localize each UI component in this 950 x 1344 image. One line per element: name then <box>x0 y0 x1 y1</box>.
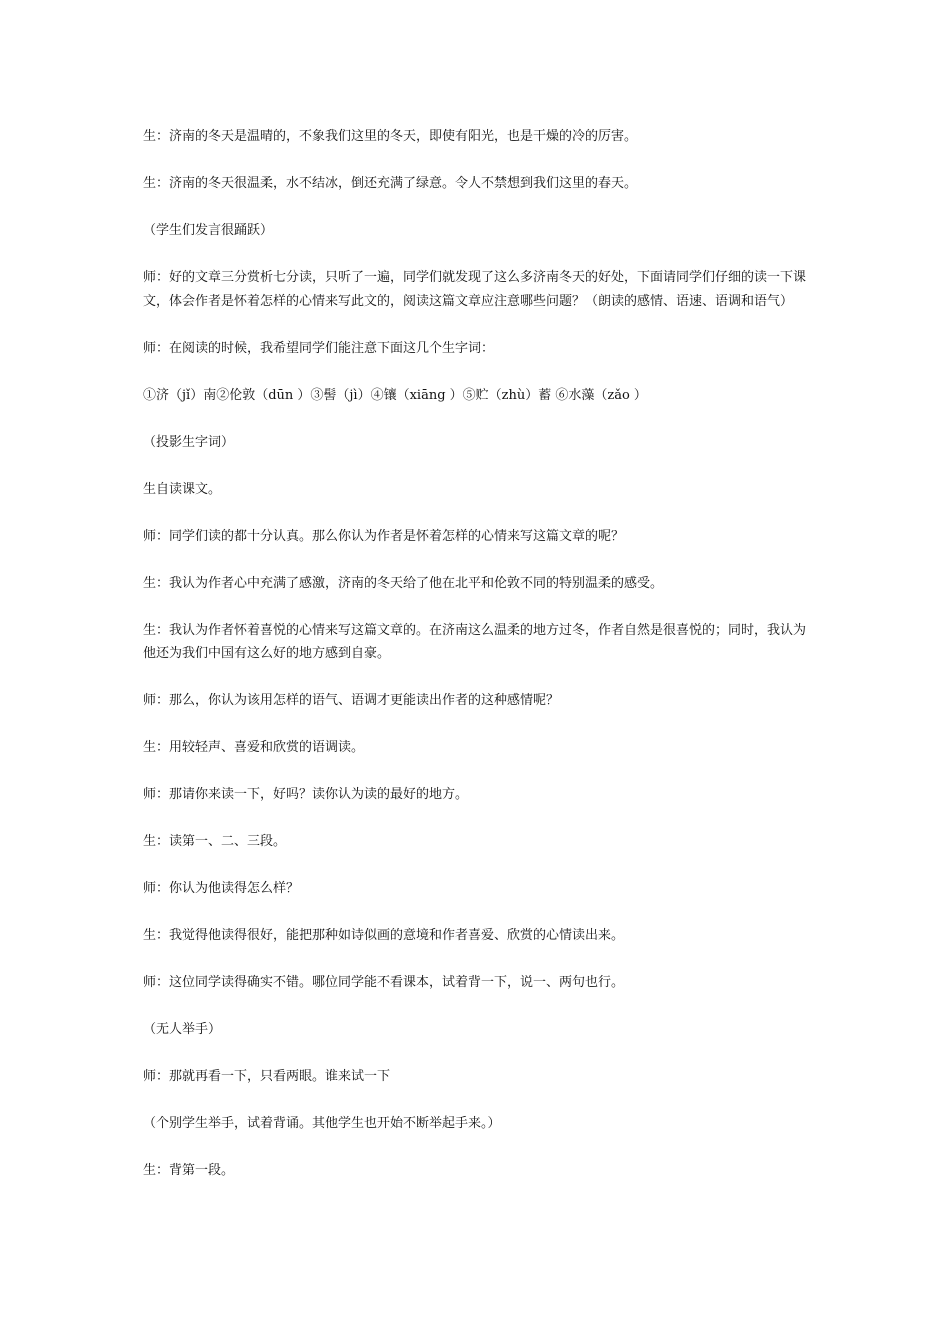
document-body <box>143 125 813 1183</box>
paragraph: 生：济南的冬天是温晴的，不象我们这里的冬天，即使有阳光，也是干燥的冷的厉害。 <box>143 129 638 144</box>
paragraph: （学生们发言很踊跃） <box>143 223 274 238</box>
paragraph: 师：在阅读的时候，我希望同学们能注意下面这几个生字词： <box>143 340 495 356</box>
paragraph: 生：我觉得他读得很好，能把那种如诗似画的意境和作者喜爱、欣赏的心情读出来。 <box>143 928 625 943</box>
paragraph: 生：用较轻声、喜爱和欣赏的语调读。 <box>143 740 365 755</box>
paragraph: （投影生字词） <box>143 434 235 450</box>
paragraph: （无人举手） <box>143 1022 222 1037</box>
paragraph: 生：读第一、二、三段。 <box>143 834 287 849</box>
paragraph: 师：好的文章三分赏析七分读，只听了一遍，同学们就发现了这么多济南冬天的好处，下面请同学们仔细的读一下课文，体会作者是怀着怎样的心情来写此文的，阅读这篇文章应注意哪些问题？（朗读的感情、语速、语调和语气） <box>143 270 807 309</box>
paragraph: 生：背第一段。 <box>143 1163 235 1178</box>
paragraph: 师：同学们读的都十分认真。那么你认为作者是怀着怎样的心情来写这篇文章的呢？ <box>143 528 625 544</box>
paragraph: 师：那请你来读一下，好吗？读你认为读的最好的地方。 <box>143 787 469 802</box>
paragraph: 师：那么，你认为该用怎样的语气、语调才更能读出作者的这种感情呢？ <box>143 693 560 708</box>
paragraph: 师：你认为他读得怎么样？ <box>143 881 300 896</box>
paragraph: 生：我认为作者心中充满了感激，济南的冬天给了他在北平和伦敦不同的特别温柔的感受。 <box>143 575 664 591</box>
paragraph: （个别学生举手，试着背诵。其他学生也开始不断举起手来。） <box>143 1116 501 1131</box>
paragraph: 生：济南的冬天很温柔，水不结冰，倒还充满了绿意。令人不禁想到我们这里的春天。 <box>143 176 638 191</box>
paragraph: 生自读课文。 <box>143 481 222 497</box>
paragraph: 师：那就再看一下，只看两眼。谁来试一下 <box>143 1069 391 1084</box>
paragraph: 生：我认为作者怀着喜悦的心情来写这篇文章的。在济南这么温柔的地方过冬，作者自然是很喜悦的；同时，我认为他还为我们中国有这么好的地方感到自豪。 <box>143 622 807 661</box>
paragraph: 师：这位同学读得确实不错。哪位同学能不看课本，试着背一下，说一、两句也行。 <box>143 975 625 990</box>
paragraph: ①济（jǐ）南②伦敦（dūn ）③髻（jì）④镶（xiāng ）⑤贮（zhù）蓄 ⑥水藻（zǎo ） <box>143 387 647 403</box>
